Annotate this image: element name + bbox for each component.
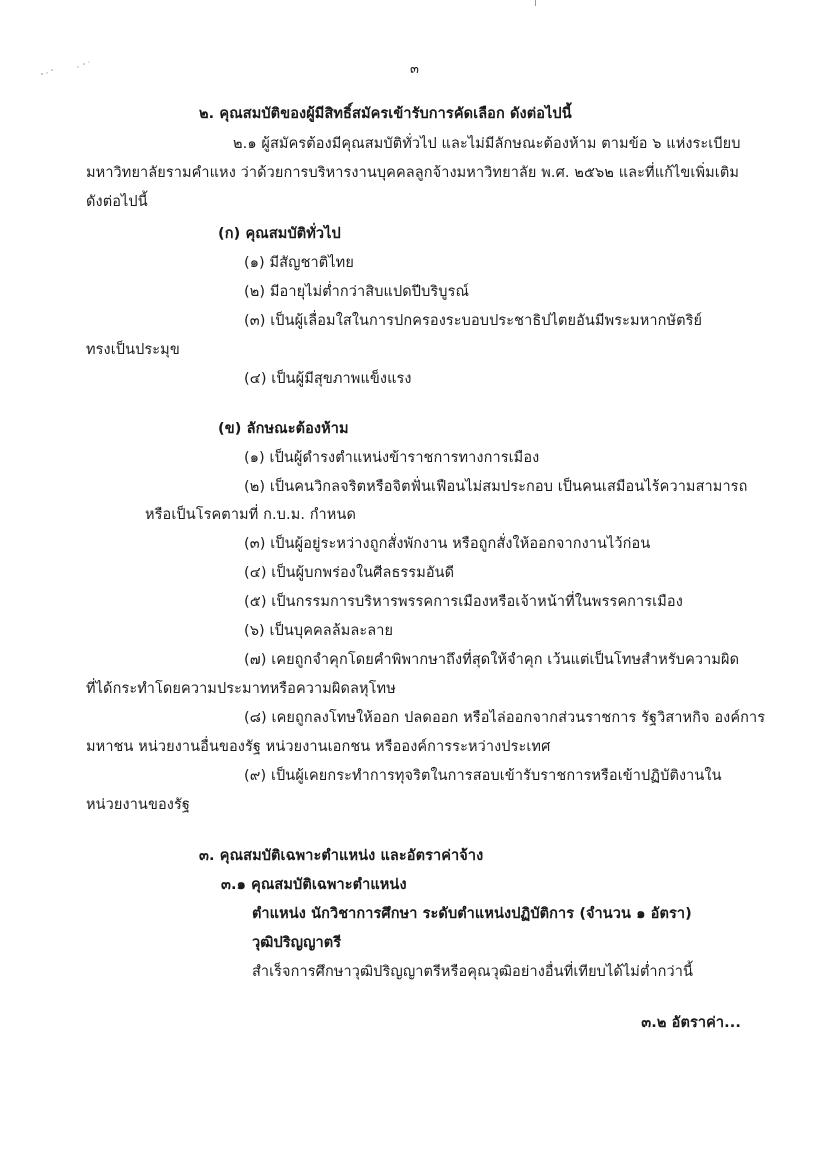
prohibited-item-continued: ที่ได้กระทำโดยความประมาทหรือความผิดลหุโทษ: [86, 681, 396, 697]
prohibited-item: (๔) เป็นผู้บกพร่องในศีลธรรมอันดี: [244, 565, 455, 581]
section-2-intro-line: มหาวิทยาลัยรามคำแหง ว่าด้วยการบริหารงานบุคคลลูกจ้างมหาวิทยาลัย พ.ศ. ๒๕๖๒ และที่แก้ไขเพิ่มเติม: [86, 165, 740, 181]
prohibited-item: (๙) เป็นผู้เคยกระทำการทุจริตในการสอบเข้ารับราชการหรือเข้าปฏิบัติงานใน: [244, 768, 722, 784]
section-2-intro-line: ๒.๑ ผู้สมัครต้องมีคุณสมบัติทั่วไป และไม่มีลักษณะต้องห้าม ตามข้อ ๖ แห่งระเบียบ: [233, 136, 741, 152]
prohibited-item: (๕) เป็นกรรมการบริหารพรรคการเมืองหรือเจ้าหน้าที่ในพรรคการเมือง: [244, 594, 683, 610]
prohibited-item-continued: หรือเป็นโรคตามที่ ก.บ.ม. กำหนด: [145, 507, 356, 523]
section-2-intro-line: ดังต่อไปนี้: [86, 194, 148, 210]
prohibited-item: (๑) เป็นผู้ดำรงตำแหน่งข้าราชการทางการเมือง: [244, 450, 540, 466]
degree-requirement: สำเร็จการศึกษาวุฒิปริญญาตรีหรือคุณวุฒิอย่างอื่นที่เทียบได้ไม่ต่ำกว่านี้: [252, 964, 693, 980]
position-title: ตำแหน่ง นักวิชาการศึกษา ระดับตำแหน่งปฏิบัติการ (จำนวน ๑ อัตรา): [252, 906, 692, 922]
section-3-1-heading: ๓.๑ คุณสมบัติเฉพาะตำแหน่ง: [221, 877, 407, 893]
scan-specks: [38, 58, 98, 80]
qualification-item: (๔) เป็นผู้มีสุขภาพแข็งแรง: [244, 371, 412, 387]
prohibited-item-continued: มหาชน หน่วยงานอื่นของรัฐ หน่วยงานเอกชน หรือองค์การระหว่างประเทศ: [86, 739, 551, 755]
qualification-item: (๑) มีสัญชาติไทย: [244, 255, 354, 271]
scan-artifact: [535, 0, 536, 6]
prohibited-characteristics-heading: (ข) ลักษณะต้องห้าม: [218, 421, 349, 437]
prohibited-item: (๗) เคยถูกจำคุกโดยคำพิพากษาถึงที่สุดให้จำคุก เว้นแต่เป็นโทษสำหรับความผิด: [244, 652, 740, 668]
degree-title: วุฒิปริญญาตรี: [252, 935, 342, 951]
qualification-item: (๓) เป็นผู้เลื่อมใสในการปกครองระบอบประชาธิปไตยอันมีพระมหากษัตริย์: [244, 313, 703, 329]
prohibited-item-continued: หน่วยงานของรัฐ: [86, 797, 190, 813]
general-qualifications-heading: (ก) คุณสมบัติทั่วไป: [218, 226, 341, 242]
continuation-marker: ๓.๒ อัตราค่า...: [641, 1015, 741, 1031]
prohibited-item: (๘) เคยถูกลงโทษให้ออก ปลดออก หรือไล่ออกจากส่วนราชการ รัฐวิสาหกิจ องค์การ: [244, 710, 766, 726]
prohibited-item: (๓) เป็นผู้อยู่ระหว่างถูกสั่งพักงาน หรือถูกสั่งให้ออกจากงานไว้ก่อน: [244, 536, 651, 552]
prohibited-item: (๖) เป็นบุคคลล้มละลาย: [244, 623, 394, 639]
page-number: ๓: [410, 62, 419, 77]
section-2-heading: ๒. คุณสมบัติของผู้มีสิทธิ์สมัครเข้ารับการคัดเลือก ดังต่อไปนี้: [199, 106, 572, 122]
qualification-item-continued: ทรงเป็นประมุข: [86, 342, 180, 358]
qualification-item: (๒) มีอายุไม่ต่ำกว่าสิบแปดปีบริบูรณ์: [244, 284, 470, 300]
section-3-heading: ๓. คุณสมบัติเฉพาะตำแหน่ง และอัตราค่าจ้าง: [199, 848, 484, 864]
prohibited-item: (๒) เป็นคนวิกลจริตหรือจิตฟั่นเฟือนไม่สมประกอบ เป็นคนเสมือนไร้ความสามารถ: [244, 479, 748, 495]
